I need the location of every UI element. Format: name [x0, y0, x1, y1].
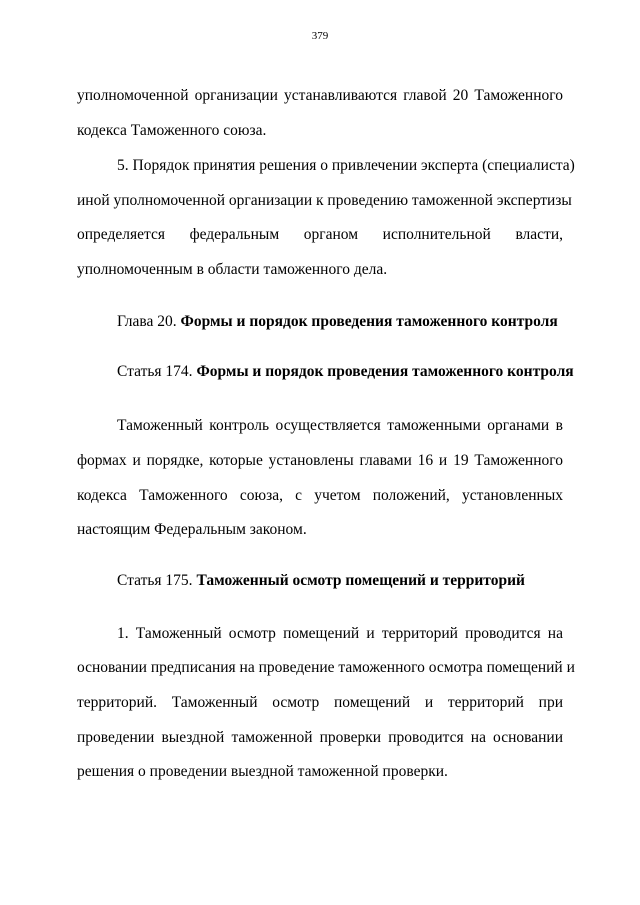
article-title: Формы и порядок проведения таможенного контроля [196, 363, 574, 380]
chapter-title: Формы и порядок проведения таможенного контроля [180, 313, 558, 330]
text-line: иной уполномоченной организации к проведению таможенной экспертизы [77, 192, 572, 209]
text-line: территорий. Таможенный осмотр помещений и территорий при [77, 694, 563, 711]
page-number: 379 [311, 30, 329, 42]
text-line: уполномоченной организации устанавливаются главой 20 Таможенного [77, 87, 563, 104]
text-line: кодекса Таможенного союза, с учетом положений, установленных [77, 487, 563, 504]
text-line: кодекса Таможенного союза. [77, 122, 267, 139]
article-title: Таможенный осмотр помещений и территорий [196, 572, 525, 589]
text-line: 1. Таможенный осмотр помещений и территорий проводится на [117, 625, 563, 642]
article-heading [117, 571, 525, 591]
text-line: 5. Порядок принятия решения о привлечении эксперта (специалиста) [117, 157, 575, 174]
chapter-prefix: Глава 20. [117, 313, 181, 330]
article-heading [117, 362, 574, 382]
text-line: уполномоченным в области таможенного дела. [77, 261, 388, 278]
text-line: определяется федеральным органом исполнительной власти, [77, 226, 563, 243]
text-line: Таможенный контроль осуществляется таможенными органами в [117, 417, 563, 434]
text-line: решения о проведении выездной таможенной проверки. [77, 763, 448, 780]
article-prefix: Статья 175. [117, 572, 197, 589]
chapter-heading [117, 312, 558, 332]
article-prefix: Статья 174. [117, 363, 197, 380]
text-line: проведении выездной таможенной проверки проводится на основании [77, 729, 563, 746]
text-line: формах и порядке, которые установлены главами 16 и 19 Таможенного [77, 452, 563, 469]
text-line: настоящим Федеральным законом. [77, 521, 307, 538]
text-line: основании предписания на проведение таможенного осмотра помещений и [77, 659, 575, 676]
